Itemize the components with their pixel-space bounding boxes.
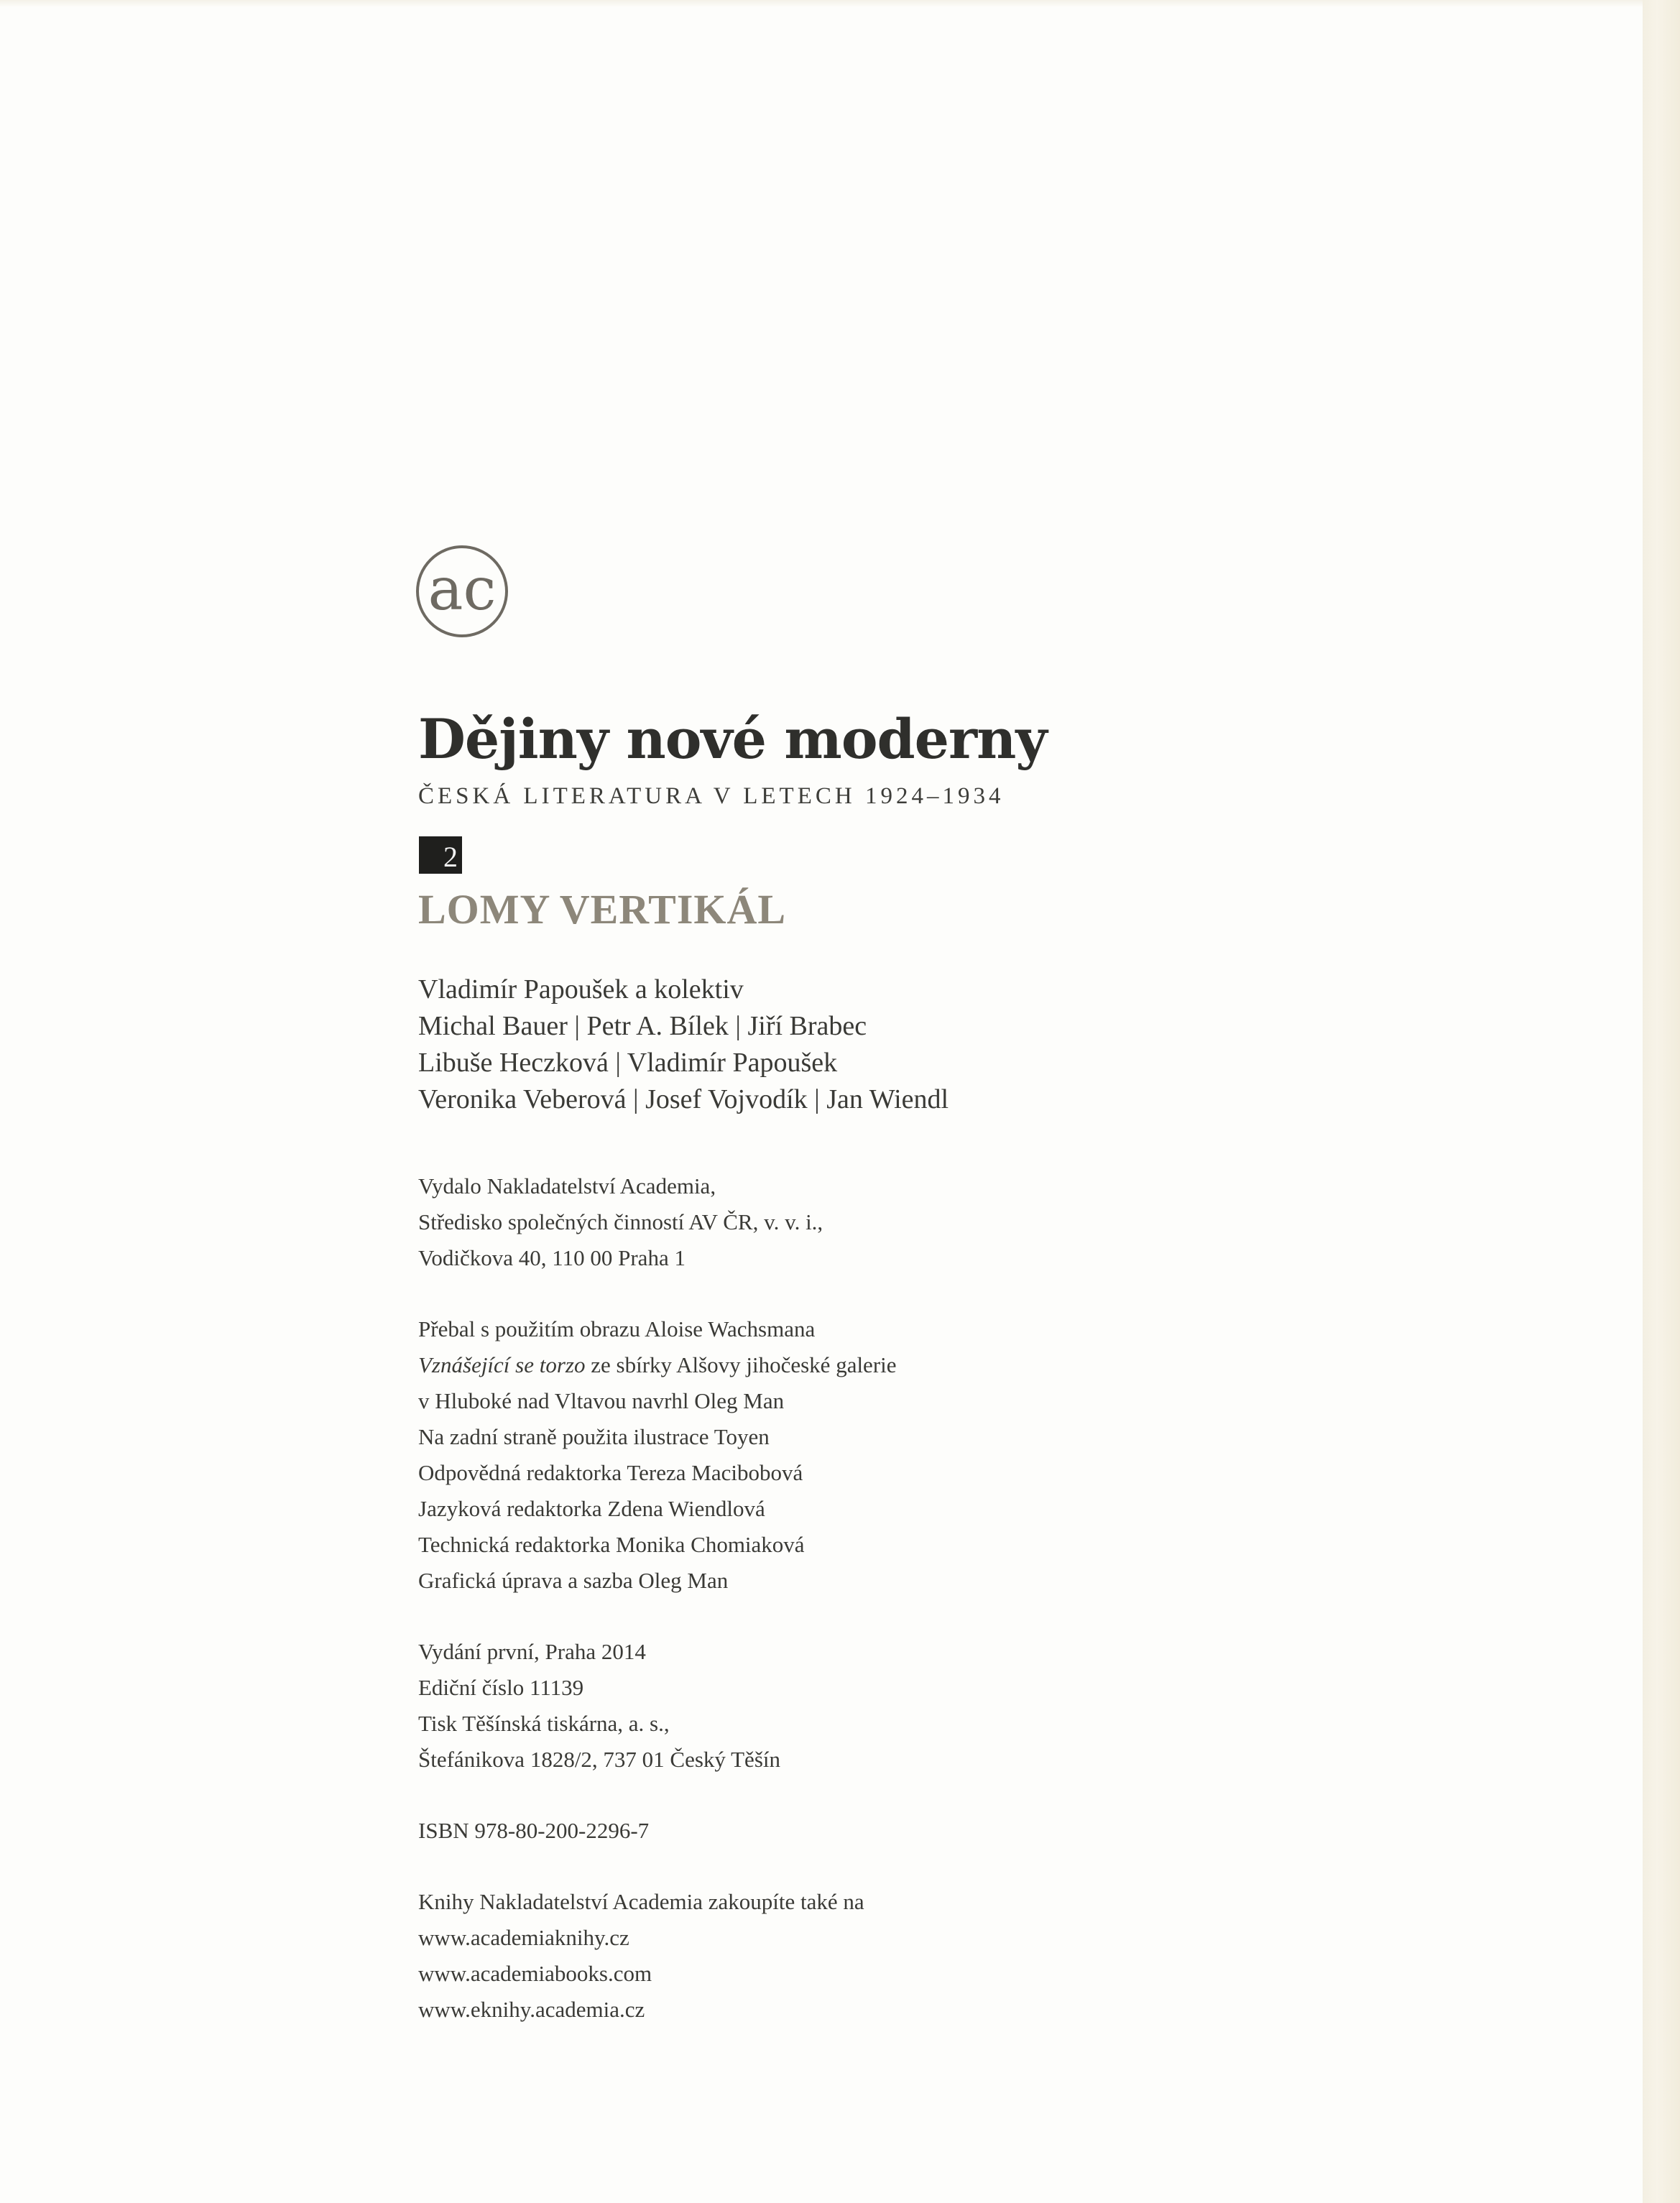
edition-line: Štefánikova 1828/2, 737 01 Český Těšín xyxy=(418,1747,780,1772)
edition-line: Tisk Těšínská tiskárna, a. s., xyxy=(418,1711,670,1736)
page-top-edge xyxy=(0,0,1643,7)
credits-line: Jazyková redaktorka Zdena Wiendlová xyxy=(418,1496,765,1521)
credits-info xyxy=(418,1311,1496,1599)
authors-list xyxy=(418,971,1496,1118)
shop-line: Knihy Nakladatelství Academia zakoupíte také na xyxy=(418,1889,864,1914)
credits-line: Odpovědná redaktorka Tereza Macibobová xyxy=(418,1460,803,1485)
author-line: Vladimír Papoušek a kolektiv xyxy=(418,974,744,1004)
book-subtitle: ČESKÁ LITERATURA V LETECH 1924–1934 xyxy=(418,783,1005,809)
author-line: Michal Bauer | Petr A. Bílek | Jiří Brabec xyxy=(418,1011,867,1041)
edition-line: Ediční číslo 11139 xyxy=(418,1675,584,1700)
book-title: Dějiny nové moderny xyxy=(418,707,1047,771)
volume-number-badge: 2 xyxy=(419,836,462,874)
shop-link: www.academiaknihy.cz xyxy=(418,1925,629,1950)
publisher-line: Vodičkova 40, 110 00 Praha 1 xyxy=(418,1245,686,1270)
credits-line: Na zadní straně použita ilustrace Toyen xyxy=(418,1424,770,1449)
volume-title: LOMY VERTIKÁL xyxy=(418,886,787,933)
page-right-edge xyxy=(1643,0,1680,2203)
credits-line: Grafická úprava a sazba Oleg Man xyxy=(418,1568,729,1593)
credits-line: Přebal s použitím obrazu Aloise Wachsmana xyxy=(418,1316,816,1341)
publisher-info xyxy=(418,1168,1496,1276)
credits-line: Technická redaktorka Monika Chomiaková xyxy=(418,1532,805,1557)
isbn: ISBN 978-80-200-2296-7 xyxy=(418,1818,650,1843)
edition-info xyxy=(418,1634,1496,1778)
credits-line xyxy=(418,1347,1496,1383)
shop-info xyxy=(418,1884,1496,2028)
author-line: Libuše Heczková | Vladimír Papoušek xyxy=(418,1048,838,1078)
credits-line-rest: ze sbírky Alšovy jihočeské galerie xyxy=(585,1352,897,1377)
publisher-line: Středisko společných činností AV ČR, v. v. i., xyxy=(418,1209,823,1234)
academia-ac-logo-icon xyxy=(414,543,510,639)
credits-line: v Hluboké nad Vltavou navrhl Oleg Man xyxy=(418,1388,785,1413)
artwork-title: Vznášející se torzo xyxy=(418,1352,586,1377)
shop-link: www.eknihy.academia.cz xyxy=(418,1997,645,2022)
author-line: Veronika Veberová | Josef Vojvodík | Jan Wiendl xyxy=(418,1084,949,1114)
publisher-line: Vydalo Nakladatelství Academia, xyxy=(418,1173,716,1199)
svg-text:ac: ac xyxy=(428,555,497,624)
edition-line: Vydání první, Praha 2014 xyxy=(418,1639,646,1664)
shop-link: www.academiabooks.com xyxy=(418,1961,652,1986)
